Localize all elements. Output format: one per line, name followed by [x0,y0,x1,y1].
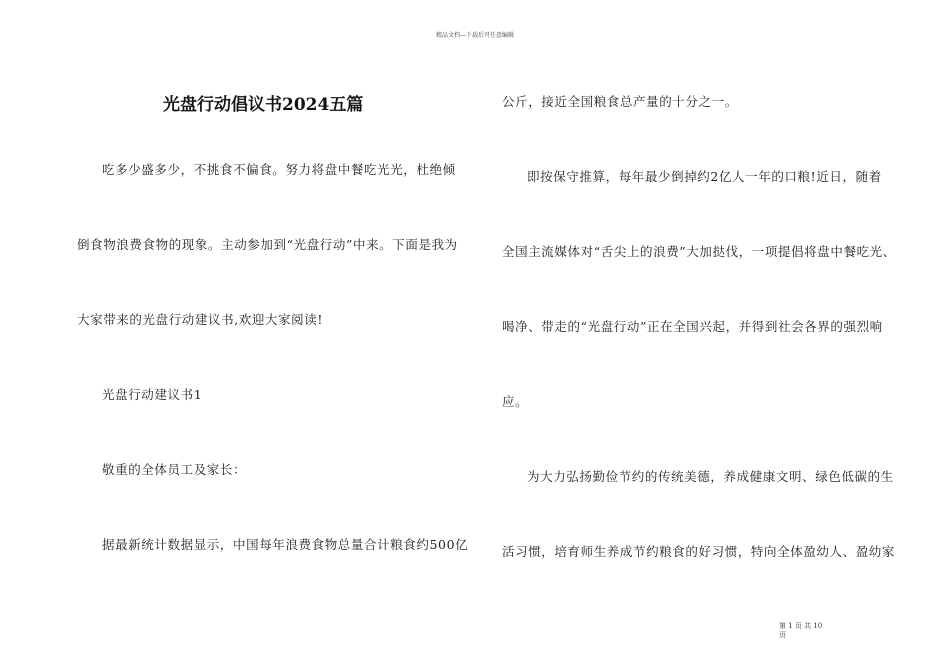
right-paragraph-3-line-2: 活习惯，培育师生养成节约粮食的好习惯，特向全体盈幼人、盈幼家 [502,544,896,559]
right-paragraph-2-line-1: 即按保守推算，每年最少倒掉约2亿人一年的口粮!近日，随着 [527,169,882,184]
document-title: 光盘行动倡议书2024五篇 [163,95,364,115]
salutation: 敬重的全体员工及家长： [102,462,247,477]
right-paragraph-3-line-1: 为大力弘扬勤俭节约的传统美德，养成健康文明、绿色低碳的生 [527,469,894,484]
right-paragraph-2-line-4: 应。 [502,394,529,409]
page-number-line-1: 第 1 页 共 10 [779,622,823,630]
left-paragraph-1-line-3: 大家带来的光盘行动建议书,欢迎大家阅读! [77,312,323,327]
page-number [779,622,839,640]
left-paragraph-1-line-1: 吃多少盛多少，不挑食不偏食。努力将盘中餐吃光光，杜绝倾 [102,162,456,177]
left-paragraph-1-line-2: 倒食物浪费食物的现象。主动参加到“光盘行动”中来。下面是我为 [77,237,458,252]
right-paragraph-2-line-3: 喝净、带走的“光盘行动”正在全国兴起，并得到社会各界的强烈响 [502,319,883,334]
section-heading: 光盘行动建议书1 [102,387,203,402]
right-paragraph-1-line-1: 公斤，接近全国粮食总产量的十分之一。 [502,94,738,109]
left-paragraph-3-line-1: 据最新统计数据显示，中国每年浪费食物总量合计粮食约500亿 [102,537,469,552]
page-number-line-2: 页 [779,631,786,639]
right-paragraph-2-line-2: 全国主流媒体对“舌尖上的浪费”大加挞伐，一项提倡将盘中餐吃光、 [502,244,896,259]
page-header: 精品文档---下载后可任意编辑 [435,32,515,39]
